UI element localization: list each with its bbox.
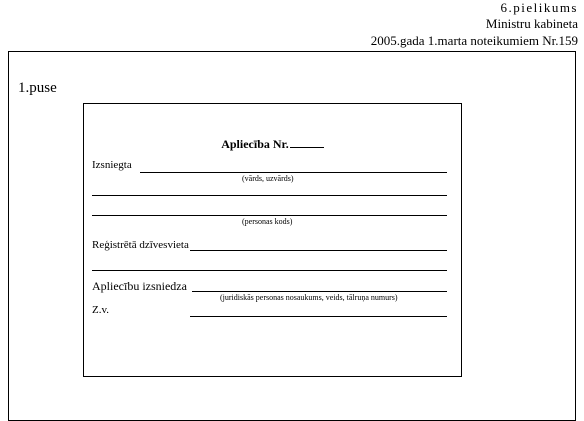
name-hint: (vārds, uzvārds) xyxy=(242,174,294,183)
regulation-reference: 2005.gada 1.marta noteikumiem Nr.159 xyxy=(370,33,578,48)
cabinet-line: Ministru kabineta xyxy=(485,16,578,31)
residence-label: Reģistrētā dzīvesvieta xyxy=(92,239,189,251)
certificate-title-text: Apliecība Nr. xyxy=(221,137,289,151)
residence-line-2 xyxy=(92,270,447,271)
residence-line xyxy=(190,250,447,251)
seal-label: Z.v. xyxy=(92,304,110,316)
issuer-label: Apliecību izsniedza xyxy=(92,279,187,293)
issuer-hint: (juridiskās personas nosaukums, veids, tālruņa numurs) xyxy=(220,293,398,302)
side-label: 1.puse xyxy=(18,80,57,96)
issuer-line xyxy=(192,291,447,292)
id-hint: (personas kods) xyxy=(242,217,293,226)
certificate-number-blank xyxy=(290,136,324,148)
signature-line xyxy=(190,316,447,317)
annex-number: 6.pielikums xyxy=(500,0,578,15)
personal-code-line xyxy=(92,215,447,216)
blank-line-1 xyxy=(92,195,447,196)
issued-label: Izsniegta xyxy=(92,159,132,171)
certificate-card xyxy=(83,103,462,377)
certificate-title xyxy=(84,136,461,152)
issued-name-line xyxy=(140,172,447,173)
